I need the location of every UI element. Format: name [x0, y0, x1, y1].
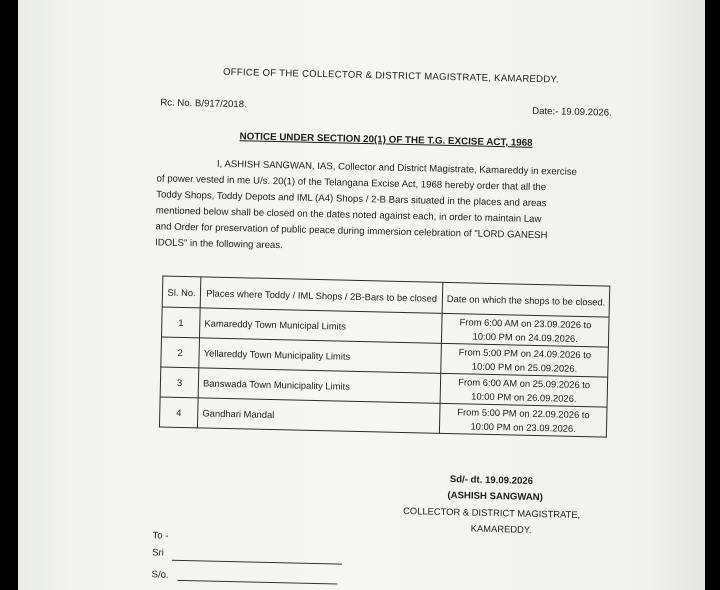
row-date	[441, 343, 608, 377]
row-place: Yellareddy Town Municipality Limits	[199, 338, 442, 373]
document-page	[18, 0, 705, 590]
row-date	[440, 373, 607, 407]
paragraph-line: I, ASHISH SANGWAN, IAS, Collector and District Magistrate, Kamareddy in exercise	[216, 158, 578, 178]
paragraph-line: of power vested in me U/s. 20(1) of the Telangana Excise Act, 1968 hereby order that all the	[156, 173, 547, 194]
row-place: Gandhari Mandal	[198, 398, 441, 433]
paragraph-line: IDOLS" in the following areas.	[155, 237, 283, 252]
row-sl-no: 4	[159, 397, 198, 428]
row-date-to: 10:00 PM on 23.09.2026.	[470, 420, 576, 434]
notice-heading: NOTICE UNDER SECTION 20(1) OF THE T.G. EXCISE ACT, 1968	[239, 131, 533, 149]
row-date-to: 10:00 PM on 26.09.2026.	[471, 390, 577, 404]
document-date: Date:- 19.09.2026.	[532, 105, 612, 119]
paragraph-line: Toddy Shops, Toddy Depots and IML (A4) Shops / 2-B Bars situated in the places and areas	[156, 189, 547, 210]
row-sl-no: 1	[161, 307, 200, 338]
row-date-from: From 5:00 PM on 24.09.2026 to	[458, 345, 592, 360]
paragraph-line: mentioned below shall be closed on the dates noted against each, in order to maintain Law	[155, 205, 542, 226]
reference-number: Rc. No. B/917/2018.	[160, 97, 247, 111]
son-of-label: S/o.	[151, 569, 169, 581]
son-of-blank-line	[177, 580, 337, 585]
office-title: OFFICE OF THE COLLECTOR & DISTRICT MAGISTRATE, KAMAREDDY.	[222, 66, 559, 86]
signatory-title: COLLECTOR & DISTRICT MAGISTRATE,	[402, 505, 581, 521]
row-date-from: From 6:00 AM on 23.09.2026 to	[459, 315, 592, 330]
row-place: Kamareddy Town Municipal Limits	[200, 308, 443, 343]
row-date-to: 10:00 PM on 24.09.2026.	[472, 330, 578, 344]
sri-label: Sri	[151, 547, 164, 559]
row-date-to: 10:00 PM on 25.09.2026.	[471, 360, 578, 374]
closure-schedule-table	[159, 275, 610, 437]
row-sl-no: 2	[161, 337, 200, 368]
signatory-place: KAMAREDDY.	[470, 522, 532, 535]
header-places: Places where Toddy / IML Shops / 2B-Bars to be closed	[200, 277, 443, 313]
signatory-name: (ASHISH SANGWAN)	[447, 490, 543, 504]
header-sl-no: Sl. No.	[162, 276, 201, 308]
to-label: To -	[152, 530, 169, 542]
row-sl-no: 3	[160, 367, 199, 398]
page-content	[18, 0, 705, 590]
row-place: Banswada Town Municipality Limits	[198, 368, 441, 403]
row-date-from: From 6:00 AM on 25.09.2026 to	[458, 375, 591, 390]
row-date	[440, 403, 607, 437]
signature-date: Sd/- dt. 19.09.2026	[449, 474, 534, 487]
paragraph-line: and Order for preservation of public peace during immersion celebration of "LORD GANESH	[155, 221, 548, 242]
row-date-from: From 5:00 PM on 22.09.2026 to	[457, 405, 590, 420]
header-closure-date: Date on which the shops to be closed.	[442, 282, 609, 317]
row-date	[442, 313, 609, 347]
sri-blank-line	[172, 560, 342, 565]
